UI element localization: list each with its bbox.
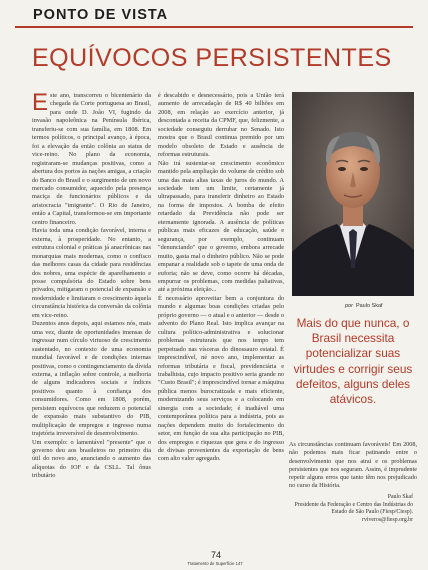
author-signature — [289, 494, 413, 524]
author-portrait-photo — [292, 92, 414, 296]
author-email[interactable]: rviveros@fiesp.org.br — [362, 516, 413, 523]
page-number: 74 — [210, 550, 221, 560]
photo-credit: por Paulo Skaf — [345, 303, 383, 309]
publication-footer: Tratamento de Superfície 147 — [187, 561, 243, 566]
pull-quote: Mais do que nunca, o Brasil necessita potencializar suas virtudes e corrigir seus defeitos, alguns deles atávicos. — [293, 316, 413, 407]
article-column-1 — [32, 92, 151, 552]
pull-quote-body: As circunstâncias continuam favoráveis! Em 2008, não podemos mais ficar patinando entre o desenvolvimento que nos atrai e os problemas persistentes que nos seguram. Assim, é imprudente repetir alguns erros que tanto têm nos prejudicado no curso da História. — [289, 441, 417, 490]
article-paragraph: é descabido e desnecessário, pois a União terá aumento de arrecadação de R$ 40 bilhões em 2008, em relação ao exercício anterior, já descontada a receita da CPMF, que, felizmente, a sociedade conseguiu derrubar no Senado. Isto mostra que o Brasil continua premido por um modelo obsoleto de Estado e ausência de reformas estruturais. — [158, 92, 284, 159]
article-title: EQUÍVOCOS PERSISTENTES — [32, 44, 392, 72]
article-paragraph: É necessário aproveitar bem a conjuntura do mundo e algumas boas condições criadas pelo próprio governo — o atual e o anterior — desde o advento do Plano Real. Isto implica avançar na cultura político-administrativa e solucionar problemas estruturais que nos tempo tem perpetuado nas vísceras do dinossauro estatal. É imprescindível, né novo ano, implementar as reformas tributária e fiscal, previdenciária e trabalhista, cujo impacto positivo seria grande no "Custo Brasil"; é imprescindível tornar a máquina pública menos burocratizada e mais eficiente, modernizando seus serviços e a colocando em sinergia com a sociedade; é inadiável uma contemporânea política para a indústria, pois as nações dependem muito do fortalecimento do setor, em função de sua alta participação no PIB, dos empregos e riquezas que gera e do ingresso de divisas provenientes da exportação de bens com alto valor agregado. — [158, 294, 284, 463]
drop-cap: E — [32, 92, 49, 116]
section-header — [15, 3, 413, 28]
article-paragraph: Duzentos anos depois, aqui estamos nós, mais uma vez, diante de oportunidades imensas de ingressar num círculo virtuoso de crescimento sustentado, no contexto de uma economia mundial favorável e de condições internas positivas, como o contingenciamento da dívida externa, a inflação sobre controle, a melhoria de alguns indicadores sociais e índices positivos quanto à confiança dos consumidores. Como em 1808, porém, persistem equívocos que reduzem o potencial de expansão mais substantivo do PIB, multiplicação de empregos e ingresso numa trajetória irreversível de desenvolvimento. — [32, 320, 151, 438]
article-column-2 — [158, 92, 284, 544]
article-paragraph: Este ano, transcorreu o bicentenário da chegada da Corte portuguesa ao Brasil, para onde D. João VI, fugindo da invasão napoleônica na Península Ibérica, transferiu-se com sua família, em 1808. Em termos políticos, o principal avanço, à época, foi a elevação da então colônia ao status de vice-reino. No plano da economia, registraram-se mudanças positivas, como a abertura dos portos às nações amigas, a criação do Banco do Brasil e o surgimento de um novo mercado consumidor, aquecido pela presença maciça de funcionários públicos e da aristocracia "imigrante". O Rio de Janeiro, então a Capital, transformou-se em importante centro financeiro. — [32, 92, 151, 226]
portrait-illustration — [292, 92, 414, 296]
author-role: Presidente da Federação e Centro das Indústrias do Estado de São Paulo (Fiesp/Ciesp). — [294, 501, 413, 516]
author-name: Paulo Skaf — [387, 494, 413, 500]
section-label: PONTO DE VISTA — [33, 7, 169, 23]
article-paragraph: Havia toda uma condição favorável, interna e externa, à prosperidade. No entanto, a estrutura colonial e práticas já anacrônicas nas monarquias mais modernas, como o confisco das melhores casas da cidade para residências dos nobres, uma espécie de aparelhamento e posse compulsória do Estado sobre bens privados, mitigaram o potencial de expansão e modernidade e limitaram o crescimento àquela circunstância histórica da conversão da colônia em vice-reino. — [32, 227, 151, 319]
article-paragraph: Não irá sustentar-se crescimento econômico mantido pela ampliação do volume de crédito sob uma das mais altas taxas de juros do mundo. A sociedade tem um limite, certamente já ultrapassado, para transferir dinheiro ao Estado na forma de impostos. A bomba de efeito retardado da Previdência não pode ser eternamente ignorada. A ausência de políticas públicas mais eficazes de educação, saúde e segurança, por exemplo, continuam "denunciando" que o governo, embora arrecade muito, gasta mal o dinheiro público. Não se pode empanar a realidade sob o tapete de uma onda de euforia; não se deve, como ocorre há décadas, empurrar os problemas, com medidas paliativas, até a próxima eleição... — [158, 159, 284, 294]
article-paragraph: Um exemplo: o lamentável "presente" que o governo deu aos brasileiros no primeiro dia útil do novo ano, anunciando o aumento das alíquotas do IOF e da CSLL. Tal ônus tributário — [32, 438, 151, 480]
